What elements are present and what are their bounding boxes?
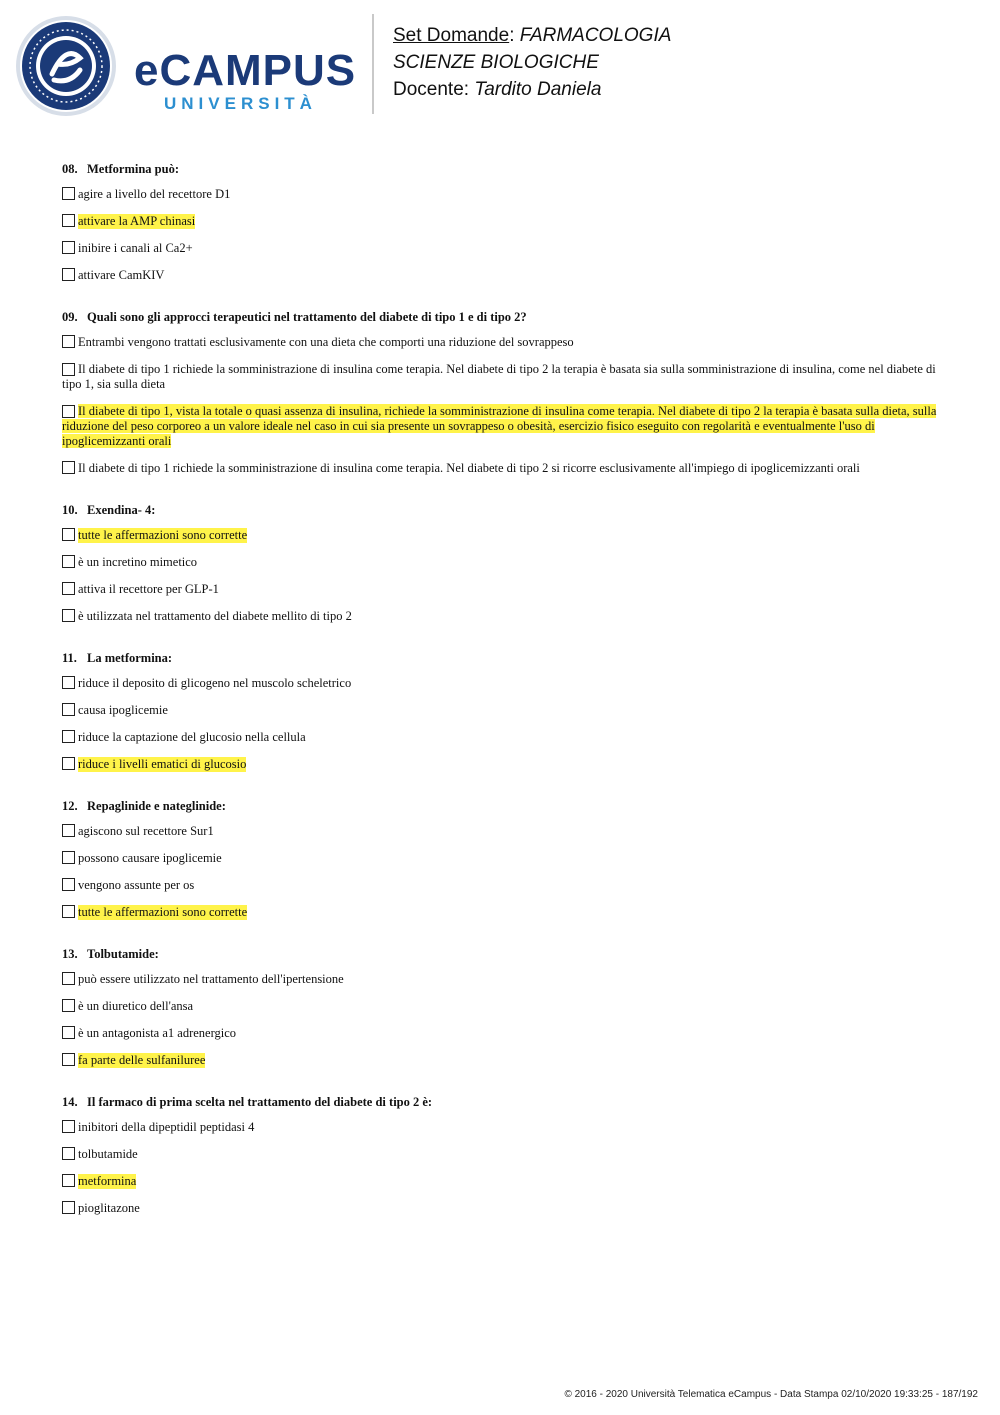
option-text: Il diabete di tipo 1 richiede la somministrazione di insulina come terapia. Nel diabete di tipo 2 si ricorre esclusivamente all'impiego di ipoglicemizzanti orali [78, 461, 860, 475]
question-text: Repaglinide e nateglinide: [87, 799, 226, 813]
question-12 [62, 799, 940, 920]
question-11 [62, 651, 940, 772]
question-text: Il farmaco di prima scelta nel trattamento del diabete di tipo 2 è: [87, 1095, 433, 1109]
option-row[interactable] [62, 972, 940, 987]
option-text: inibitori della dipeptidil peptidasi 4 [78, 1120, 255, 1134]
answer-checkbox[interactable] [62, 363, 75, 376]
question-10 [62, 503, 940, 624]
question-text: Metformina può: [87, 162, 179, 176]
answer-checkbox[interactable] [62, 214, 75, 227]
option-text-highlighted: riduce i livelli ematici di glucosio [78, 757, 247, 771]
question-number: 10. [62, 503, 78, 517]
option-row-correct[interactable] [62, 404, 940, 449]
subject: FARMACOLOGIA [519, 25, 672, 46]
question-09 [62, 310, 940, 476]
answer-checkbox[interactable] [62, 676, 75, 689]
answer-checkbox[interactable] [62, 1147, 75, 1160]
option-text-highlighted: tutte le affermazioni sono corrette [78, 528, 248, 542]
option-row[interactable] [62, 241, 940, 256]
answer-checkbox[interactable] [62, 730, 75, 743]
question-13 [62, 947, 940, 1068]
question-list [62, 162, 940, 1243]
answer-checkbox[interactable] [62, 1120, 75, 1133]
option-text: vengono assunte per os [78, 878, 195, 892]
option-text: inibire i canali al Ca2+ [78, 241, 193, 255]
question-title [62, 651, 940, 666]
question-text: Tolbutamide: [87, 947, 159, 961]
answer-checkbox[interactable] [62, 1053, 75, 1066]
course-line [393, 49, 671, 76]
question-number: 11. [62, 651, 77, 665]
option-row[interactable] [62, 268, 940, 283]
option-row-correct[interactable] [62, 1053, 940, 1068]
option-row[interactable] [62, 335, 940, 350]
answer-checkbox[interactable] [62, 582, 75, 595]
question-number: 14. [62, 1095, 78, 1109]
option-text: agiscono sul recettore Sur1 [78, 824, 214, 838]
option-text-highlighted: attivare la AMP chinasi [78, 214, 196, 228]
question-title [62, 1095, 940, 1110]
answer-checkbox[interactable] [62, 609, 75, 622]
option-text: è un antagonista a1 adrenergico [78, 1026, 237, 1040]
teacher-label: Docente: [393, 79, 470, 100]
question-text: La metformina: [87, 651, 173, 665]
answer-checkbox[interactable] [62, 1201, 75, 1214]
question-title [62, 310, 940, 325]
option-text: è un incretino mimetico [78, 555, 198, 569]
option-row[interactable] [62, 1026, 940, 1041]
ecampus-logo [14, 14, 359, 120]
option-text: può essere utilizzato nel trattamento dell'ipertensione [78, 972, 344, 986]
answer-checkbox[interactable] [62, 241, 75, 254]
answer-checkbox[interactable] [62, 528, 75, 541]
teacher-line [393, 76, 671, 103]
question-title [62, 503, 940, 518]
option-text: agire a livello del recettore D1 [78, 187, 231, 201]
option-row[interactable] [62, 362, 940, 392]
option-text: Entrambi vengono trattati esclusivamente con una dieta che comporti una riduzione del sovrappeso [78, 335, 574, 349]
option-row[interactable] [62, 461, 940, 476]
option-text: è un diuretico dell'ansa [78, 999, 194, 1013]
answer-checkbox[interactable] [62, 851, 75, 864]
answer-checkbox[interactable] [62, 335, 75, 348]
question-number: 09. [62, 310, 78, 324]
option-text: riduce la captazione del glucosio nella cellula [78, 730, 306, 744]
option-row[interactable] [62, 187, 940, 202]
answer-checkbox[interactable] [62, 824, 75, 837]
option-text: causa ipoglicemie [78, 703, 168, 717]
option-text: tolbutamide [78, 1147, 138, 1161]
answer-checkbox[interactable] [62, 1026, 75, 1039]
option-row[interactable] [62, 1201, 940, 1216]
option-row[interactable] [62, 1120, 940, 1135]
question-title [62, 799, 940, 814]
answer-checkbox[interactable] [62, 268, 75, 281]
answer-checkbox[interactable] [62, 1174, 75, 1187]
answer-checkbox[interactable] [62, 757, 75, 770]
option-row-correct[interactable] [62, 528, 940, 543]
course: SCIENZE BIOLOGICHE [393, 52, 599, 73]
option-text-highlighted: fa parte delle sulfaniluree [78, 1053, 206, 1067]
option-row[interactable] [62, 555, 940, 570]
question-title [62, 162, 940, 177]
option-text: attivare CamKIV [78, 268, 165, 282]
question-number: 13. [62, 947, 78, 961]
brand-name: eCAMPUS [134, 46, 357, 95]
question-number: 08. [62, 162, 78, 176]
option-text: possono causare ipoglicemie [78, 851, 222, 865]
option-row-correct[interactable] [62, 1174, 940, 1189]
header-divider [372, 14, 374, 114]
brand-subtitle: UNIVERSITÀ [164, 94, 317, 113]
option-row[interactable] [62, 878, 940, 893]
option-text: è utilizzata nel trattamento del diabete mellito di tipo 2 [78, 609, 352, 623]
header-info [393, 22, 671, 103]
answer-checkbox[interactable] [62, 878, 75, 891]
option-row[interactable] [62, 676, 940, 691]
option-text: riduce il deposito di glicogeno nel muscolo scheletrico [78, 676, 352, 690]
answer-checkbox[interactable] [62, 703, 75, 716]
option-row[interactable] [62, 1147, 940, 1162]
answer-checkbox[interactable] [62, 405, 75, 418]
teacher-name: Tardito Daniela [474, 79, 602, 100]
question-number: 12. [62, 799, 78, 813]
answer-checkbox[interactable] [62, 905, 75, 918]
question-08 [62, 162, 940, 283]
option-text-highlighted: metformina [78, 1174, 137, 1188]
option-row-correct[interactable] [62, 905, 940, 920]
option-row[interactable] [62, 851, 940, 866]
option-row[interactable] [62, 824, 940, 839]
option-row[interactable] [62, 609, 940, 624]
option-row-correct[interactable] [62, 214, 940, 229]
answer-checkbox[interactable] [62, 461, 75, 474]
set-line: Set Domande: FARMACOLOGIA [393, 25, 672, 46]
option-row[interactable] [62, 582, 940, 597]
option-row[interactable] [62, 730, 940, 745]
set-label: Set Domande [393, 25, 510, 46]
question-title [62, 947, 940, 962]
question-text: Exendina- 4: [87, 503, 156, 517]
ecampus-seal-icon [14, 14, 118, 118]
page-footer: © 2016 - 2020 Università Telematica eCampus - Data Stampa 02/10/2020 19:33:25 - 187/192 [564, 1389, 978, 1400]
option-text: attiva il recettore per GLP-1 [78, 582, 219, 596]
option-row[interactable] [62, 703, 940, 718]
answer-checkbox[interactable] [62, 187, 75, 200]
option-text-highlighted: tutte le affermazioni sono corrette [78, 905, 248, 919]
question-14 [62, 1095, 940, 1216]
option-text: pioglitazone [78, 1201, 140, 1215]
question-text: Quali sono gli approcci terapeutici nel trattamento del diabete di tipo 1 e di tipo 2? [87, 310, 527, 324]
answer-checkbox[interactable] [62, 972, 75, 985]
answer-checkbox[interactable] [62, 555, 75, 568]
option-text: Il diabete di tipo 1 richiede la somministrazione di insulina come terapia. Nel diabete di tipo 2 la terapia è basata sia sulla somministrazione di insulina, come nel diabete di tipo 1, sia sulla dieta [62, 362, 936, 391]
answer-checkbox[interactable] [62, 999, 75, 1012]
page-header [0, 0, 1000, 130]
option-row[interactable] [62, 999, 940, 1014]
option-text-highlighted: Il diabete di tipo 1, vista la totale o quasi assenza di insulina, richiede la somministrazione di insulina come terapia. Nel diabete di tipo 2 la terapia è basata sulla dieta, sulla riduzione del peso corporeo a un valore ideale nel caso in cui sia presente un sovrappeso o obesità, esercizio fisico eseguito con regolarità e eventualmente l'uso di ipoglicemizzanti orali [62, 404, 937, 448]
option-row-correct[interactable] [62, 757, 940, 772]
